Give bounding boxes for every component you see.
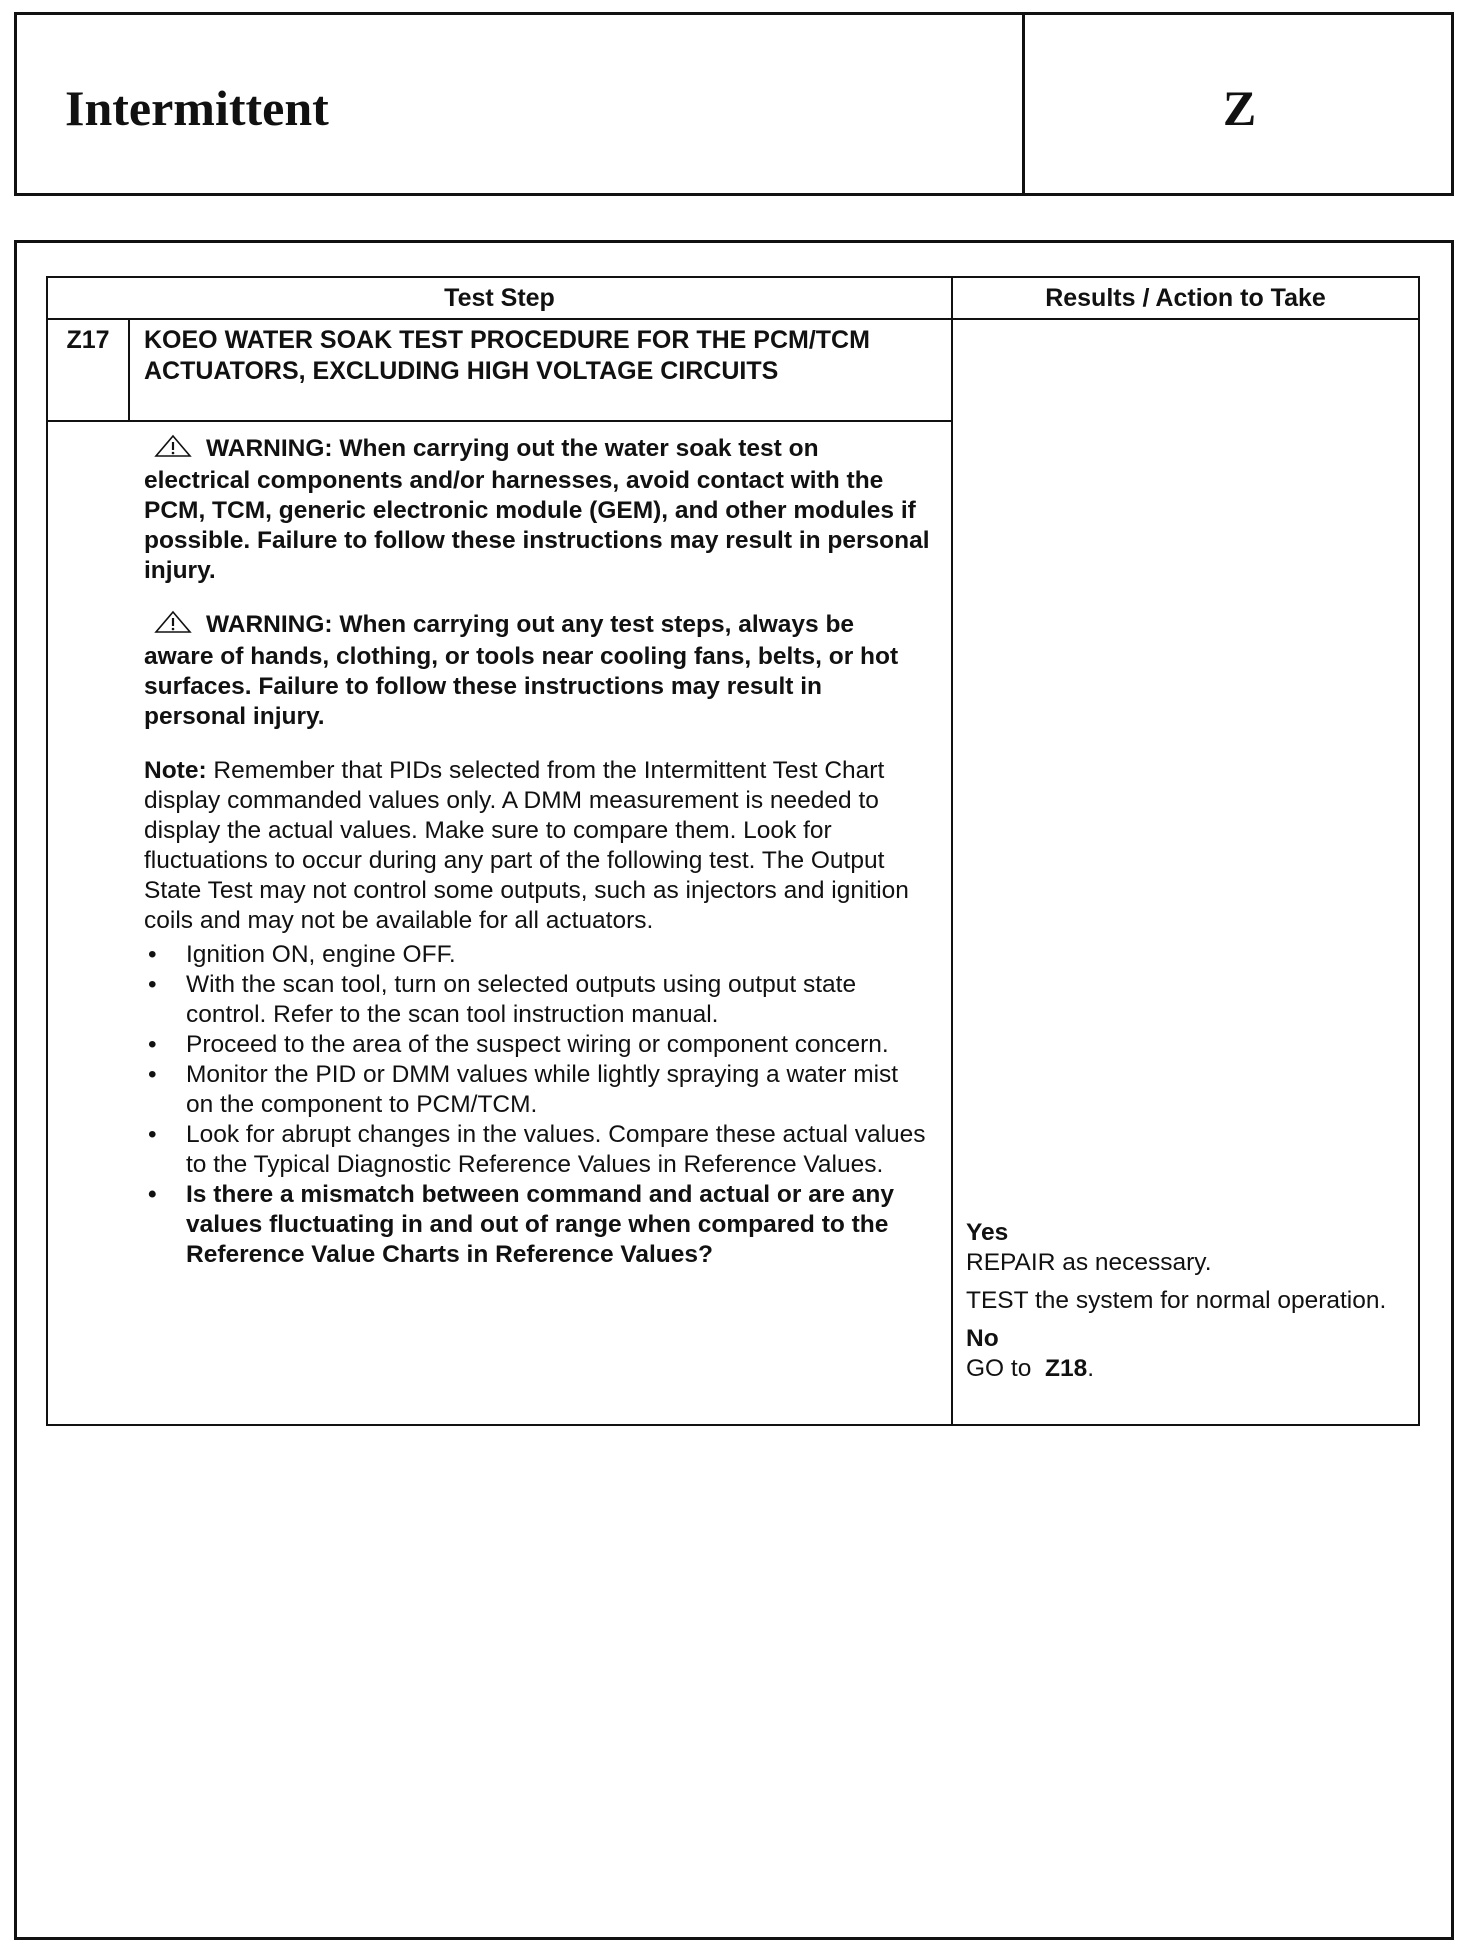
title-rule: [48, 420, 951, 422]
step-title: KOEO WATER SOAK TEST PROCEDURE FOR THE PCM/TCM ACTUATORS, EXCLUDING HIGH VOLTAGE CIRCUITS: [144, 326, 870, 385]
yes-label: Yes: [966, 1219, 1009, 1246]
bullet-icon: •: [148, 971, 157, 998]
header-rule: [48, 318, 1418, 320]
bullet-icon: •: [148, 1031, 157, 1058]
procedure-list: [144, 940, 930, 1270]
list-item: • Proceed to the area of the suspect wiring or component concern.: [148, 1031, 889, 1058]
note-paragraph: [144, 756, 930, 936]
column-divider: [951, 278, 953, 1424]
column-header-results: Results / Action to Take: [1045, 284, 1326, 312]
note-text: Remember that PIDs selected from the Intermittent Test Chart display commanded values only. A DMM measurement is needed to display the actual values. Make sure to compare them. Look for fluctuations to occur during any part of the following test. The Output State Test may not control some outputs, such as injectors and ignition coils and may not be available for all actuators.: [144, 757, 909, 934]
page-header: [14, 12, 1454, 196]
list-item: • Look for abrupt changes in the values. Compare these actual values to the Typical Diagnostic Reference Values in Reference Values.: [148, 1121, 926, 1178]
question-item: • Is there a mismatch between command and actual or are any values fluctuating in and out of range when compared to the Reference Value Charts in Reference Values?: [148, 1181, 895, 1268]
bullet-icon: •: [148, 1061, 157, 1088]
yes-action: TEST the system for normal operation.: [966, 1287, 1387, 1314]
no-action: GO to Z18.: [966, 1355, 1095, 1382]
warning-paragraph: [144, 434, 930, 586]
results-cell: [966, 1218, 1406, 1384]
bullet-icon: •: [148, 941, 157, 968]
bullet-icon: •: [148, 1121, 157, 1148]
list-item: • Monitor the PID or DMM values while lightly spraying a water mist on the component to PCM/TCM.: [148, 1061, 899, 1118]
list-item: • With the scan tool, turn on selected outputs using output state control. Refer to the scan tool instruction manual.: [148, 971, 857, 1028]
step-body: [144, 434, 930, 1270]
warning-triangle-icon: [154, 610, 192, 642]
no-label: No: [966, 1325, 999, 1352]
yes-action: REPAIR as necessary.: [966, 1249, 1212, 1276]
warning-text: WARNING: When carrying out any test steps, always be aware of hands, clothing, or tools near cooling fans, belts, or hot surfaces. Failure to follow these instructions may result in personal injury.: [144, 611, 899, 730]
list-item: • Ignition ON, engine OFF.: [148, 941, 456, 968]
bullet-icon: •: [148, 1181, 157, 1208]
test-step-table: [46, 276, 1420, 1426]
goto-step-link[interactable]: Z18: [1044, 1355, 1088, 1382]
step-id: Z17: [66, 326, 110, 354]
section-code: Z: [1222, 80, 1257, 136]
warning-paragraph: [144, 610, 930, 732]
column-header-test-step: Test Step: [444, 284, 555, 312]
step-id-divider: [128, 320, 130, 420]
section-title: Intermittent: [65, 80, 329, 136]
warning-triangle-icon: [154, 434, 192, 466]
warning-text: WARNING: When carrying out the water soak test on electrical components and/or harnesses, avoid contact with the PCM, TCM, generic electronic module (GEM), and other modules if possible. Failure to follow these instructions may result in personal injury.: [144, 435, 930, 584]
note-label: Note:: [144, 757, 207, 784]
